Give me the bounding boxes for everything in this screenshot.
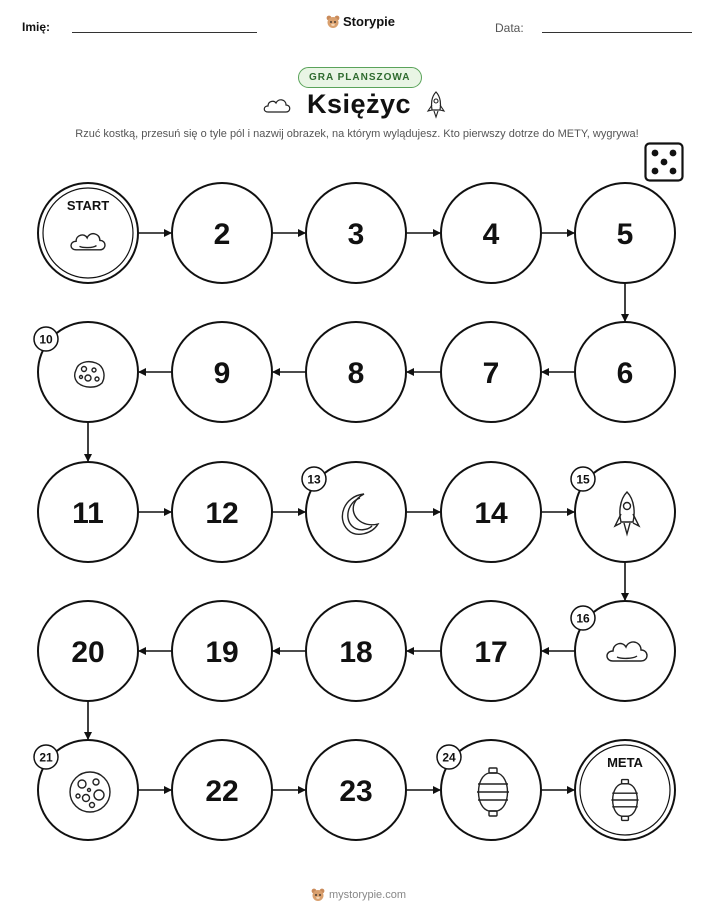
space-number: 9 [213,357,231,390]
space-number: 24 [442,750,456,765]
space-number: 10 [39,332,53,347]
board-space-1 [38,183,138,283]
brand-name: Storypie [343,14,396,29]
space-number: 19 [205,636,239,669]
board-space-3 [306,183,406,283]
space-number: 8 [347,357,365,390]
space-number: 21 [39,750,53,765]
space-number: 7 [482,357,500,390]
board-space-8 [306,322,406,422]
board-space-11 [38,462,138,562]
board-space-21 [34,740,138,840]
page-title: Księżyc [307,89,412,119]
space-number: 5 [616,218,634,251]
date-label: Data: [495,21,524,35]
board-spaces [34,183,675,840]
board-space-12 [172,462,272,562]
start-label: START [66,198,110,213]
game-type-badge: GRA PLANSZOWA [298,67,422,88]
board-space-2 [172,183,272,283]
name-label: Imię: [22,20,51,34]
board-space-4 [441,183,541,283]
space-number: 23 [339,775,373,808]
space-number: 13 [307,472,321,487]
board-space-6 [575,322,675,422]
board-space-5 [575,183,675,283]
space-number: 3 [347,218,365,251]
board-space-17 [441,601,541,701]
board-space-18 [306,601,406,701]
bear-logo-icon [311,888,325,902]
board-space-19 [172,601,272,701]
space-number: 2 [213,218,231,251]
board-space-23 [306,740,406,840]
board-space-20 [38,601,138,701]
space-number: 18 [339,636,373,669]
board-space-10 [34,322,138,422]
board-space-25 [575,740,675,840]
space-number: 17 [474,636,508,669]
board-space-9 [172,322,272,422]
board-space-14 [441,462,541,562]
board-space-7 [441,322,541,422]
board-space-13 [302,462,406,562]
footer-url: mystorypie.com [329,889,407,901]
board-space-24 [437,740,541,840]
space-number: 11 [72,497,104,530]
finish-label: META [607,755,643,770]
board-space-15 [571,462,675,562]
space-number: 14 [474,497,508,530]
space-number: 4 [482,218,500,251]
board-space-22 [172,740,272,840]
space-number: 12 [205,497,239,530]
board-space-16 [571,601,675,701]
instructions: Rzuć kostką, przesuń się o tyle pól i nazwij obrazek, na którym wylądujesz. Kto pierwszy dotrze do METY, wygrywa! [75,128,639,140]
space-number: 20 [71,636,105,669]
space-number: 15 [576,472,590,487]
space-number: 16 [576,611,590,626]
footer [311,888,406,902]
space-number: 6 [616,357,634,390]
space-number: 22 [205,775,239,808]
